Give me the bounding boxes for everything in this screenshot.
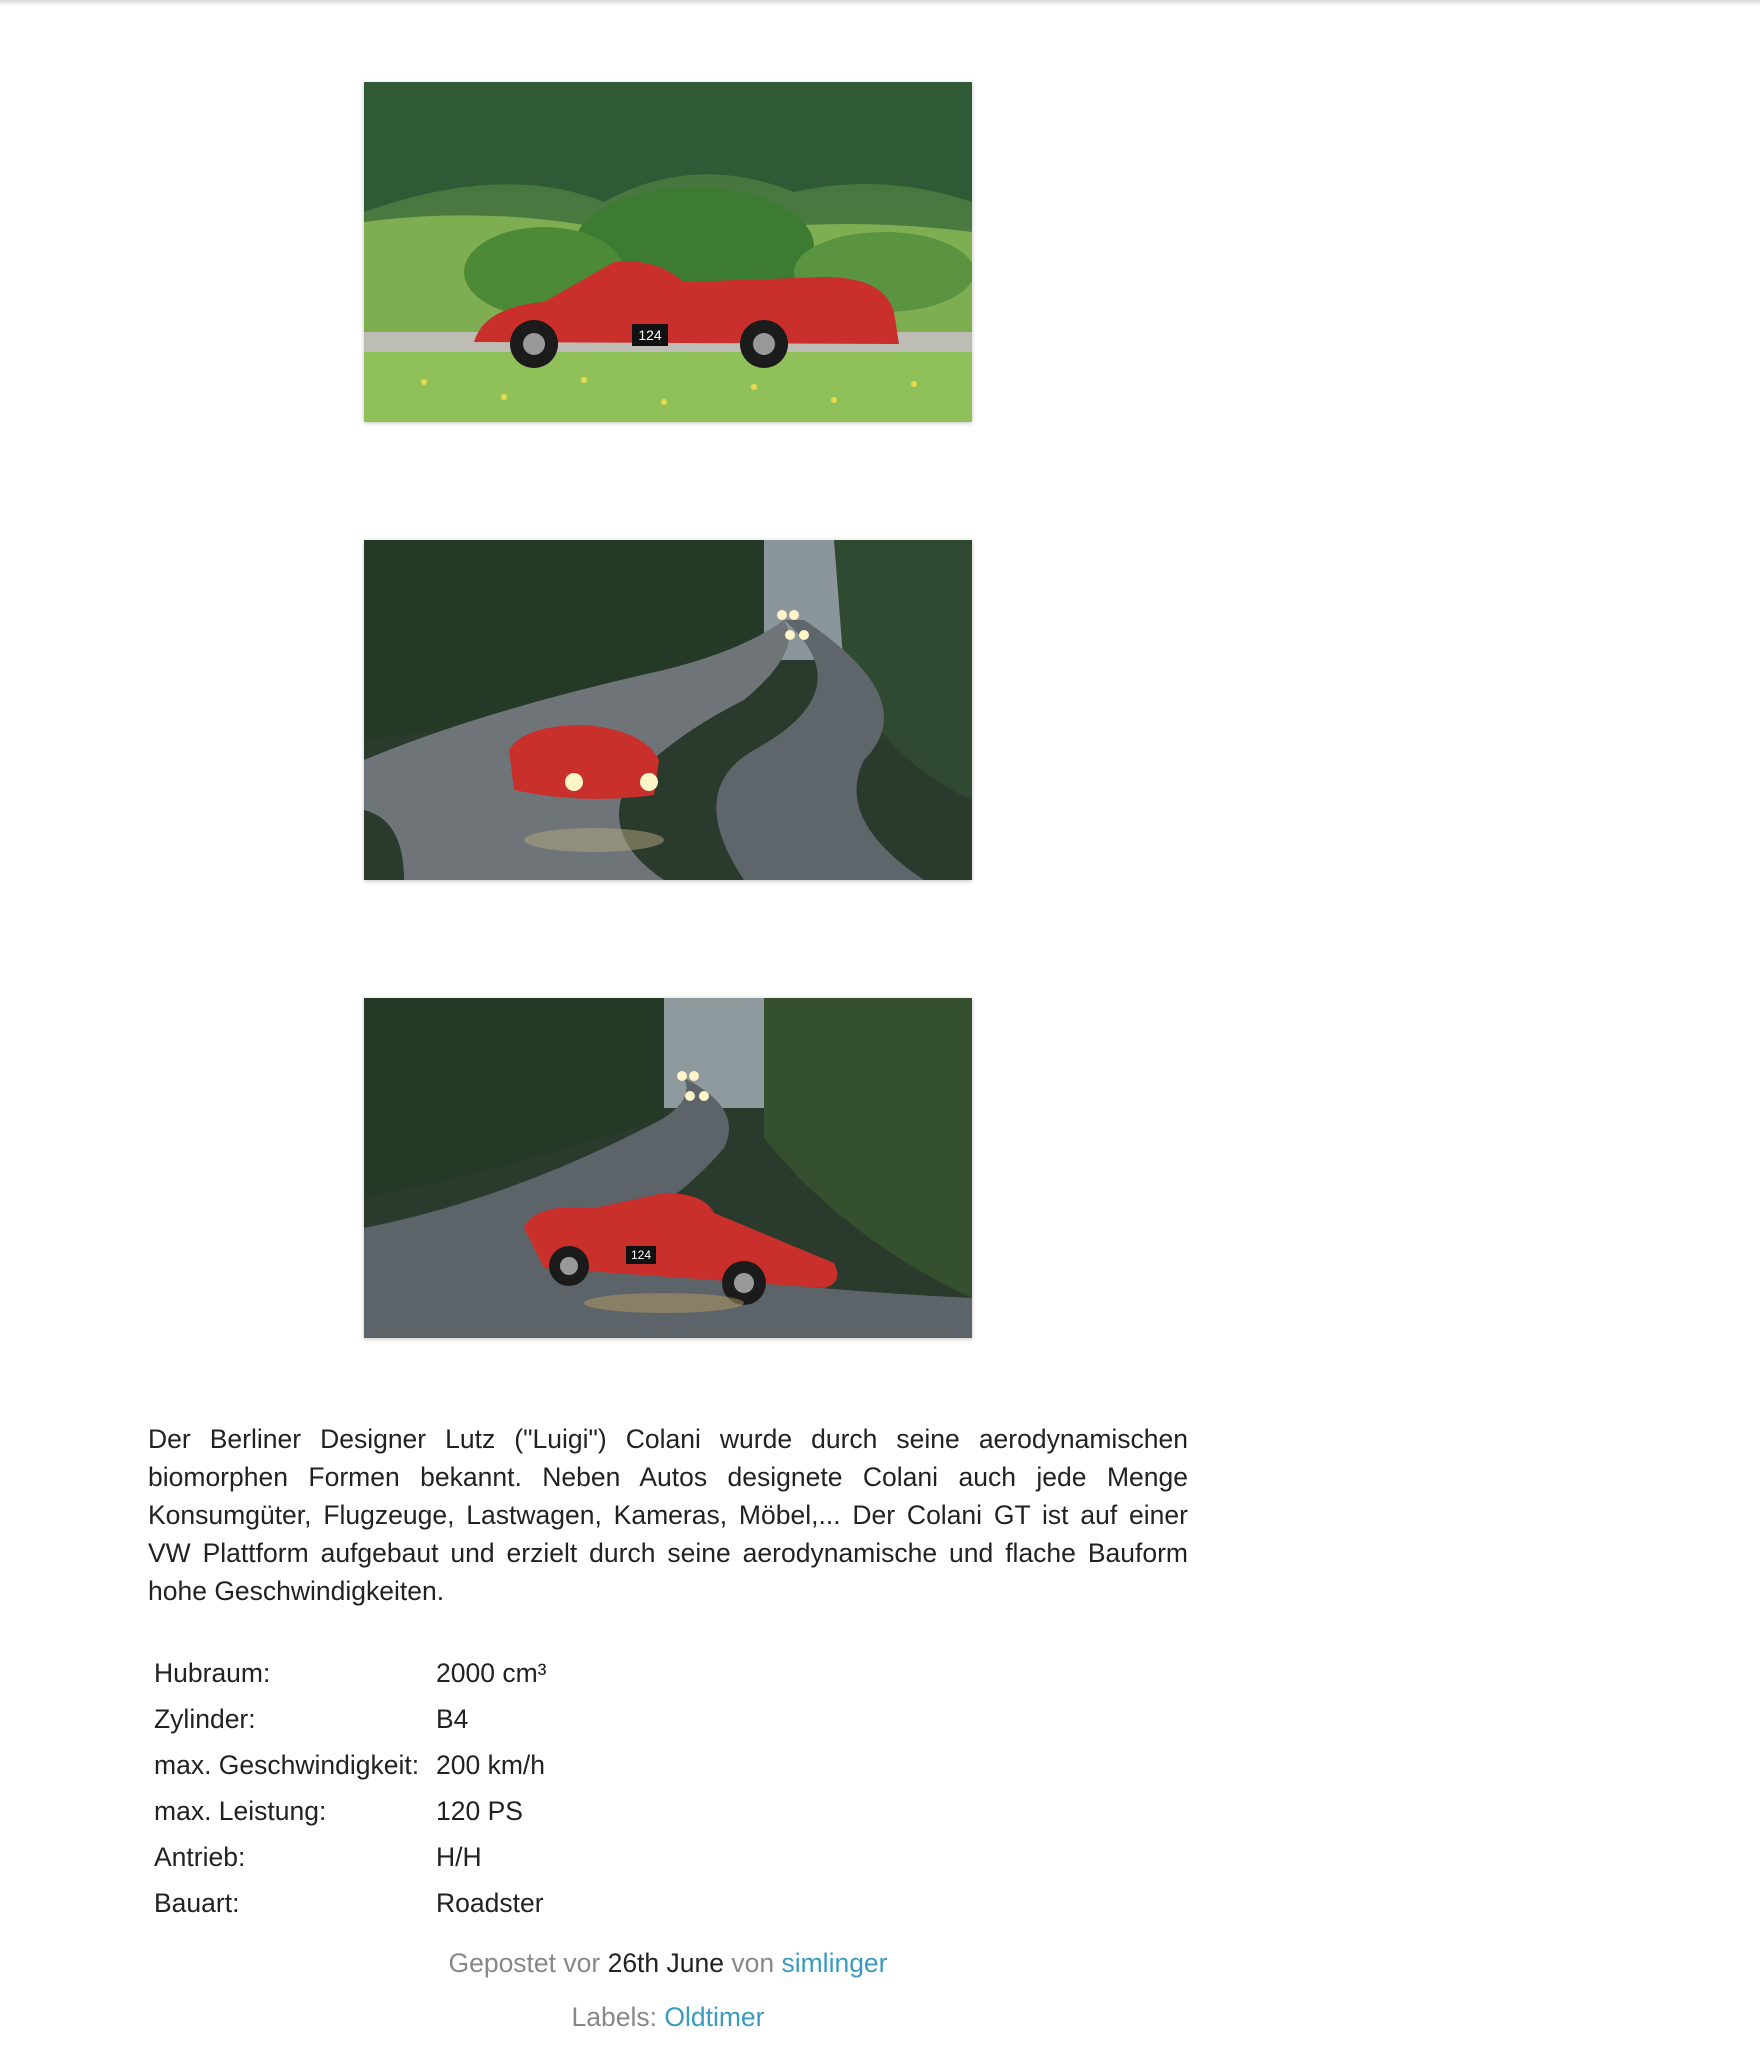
specs-table — [148, 1650, 552, 1926]
table-row — [148, 1880, 552, 1926]
spec-value: Roadster — [436, 1887, 544, 1918]
spec-label: Antrieb: — [154, 1841, 246, 1872]
table-row — [148, 1650, 552, 1696]
photo-3-image — [364, 998, 972, 1338]
race-number-plate: 124 — [630, 1248, 652, 1262]
post-date[interactable]: 26th June — [607, 1948, 724, 1978]
spec-value: H/H — [436, 1841, 482, 1872]
red-coupe-on-wet-mountain-road-photo[interactable] — [364, 540, 972, 880]
red-roadster-on-wet-hairpin-photo[interactable] — [364, 998, 972, 1338]
photo-1-image — [364, 82, 972, 422]
spec-label: max. Geschwindigkeit: — [154, 1749, 420, 1780]
top-edge-shadow — [0, 0, 1760, 6]
spec-label: max. Leistung: — [154, 1795, 327, 1826]
table-row — [148, 1788, 552, 1834]
table-row — [148, 1834, 552, 1880]
table-row — [148, 1696, 552, 1742]
author-link[interactable]: simlinger — [781, 1948, 888, 1978]
post-meta — [148, 1948, 1188, 1979]
label-link-oldtimer[interactable]: Oldtimer — [664, 2002, 765, 2032]
table-row — [148, 1742, 552, 1788]
race-number-plate: 124 — [638, 327, 662, 343]
spec-value: B4 — [436, 1703, 469, 1734]
spec-value: 2000 cm³ — [436, 1657, 547, 1688]
posted-prefix: Gepostet vor — [448, 1948, 601, 1978]
labels-prefix: Labels: — [571, 2002, 657, 2032]
by-word: von — [731, 1948, 775, 1978]
spec-value: 120 PS — [436, 1795, 523, 1826]
post-labels — [148, 2002, 1188, 2033]
spec-value: 200 km/h — [436, 1749, 546, 1780]
photo-2-image — [364, 540, 972, 880]
spec-label: Zylinder: — [154, 1703, 256, 1734]
spec-label: Hubraum: — [154, 1657, 271, 1688]
spec-label: Bauart: — [154, 1887, 240, 1918]
post-body-text: Der Berliner Designer Lutz ("Luigi") Colani wurde durch seine aerodynamischen biomorphen Formen bekannt. Neben Autos designete Colani auch jede Menge Konsumgüter, Flugzeuge, Lastwagen, Kameras, Möbel,... Der Colani GT ist auf einer VW Plattform aufgebaut und erzielt durch seine aerodynamische und flache Bauform hohe Geschwindigkeiten. — [148, 1424, 1188, 1606]
red-roadster-on-country-road-photo[interactable] — [364, 82, 972, 422]
